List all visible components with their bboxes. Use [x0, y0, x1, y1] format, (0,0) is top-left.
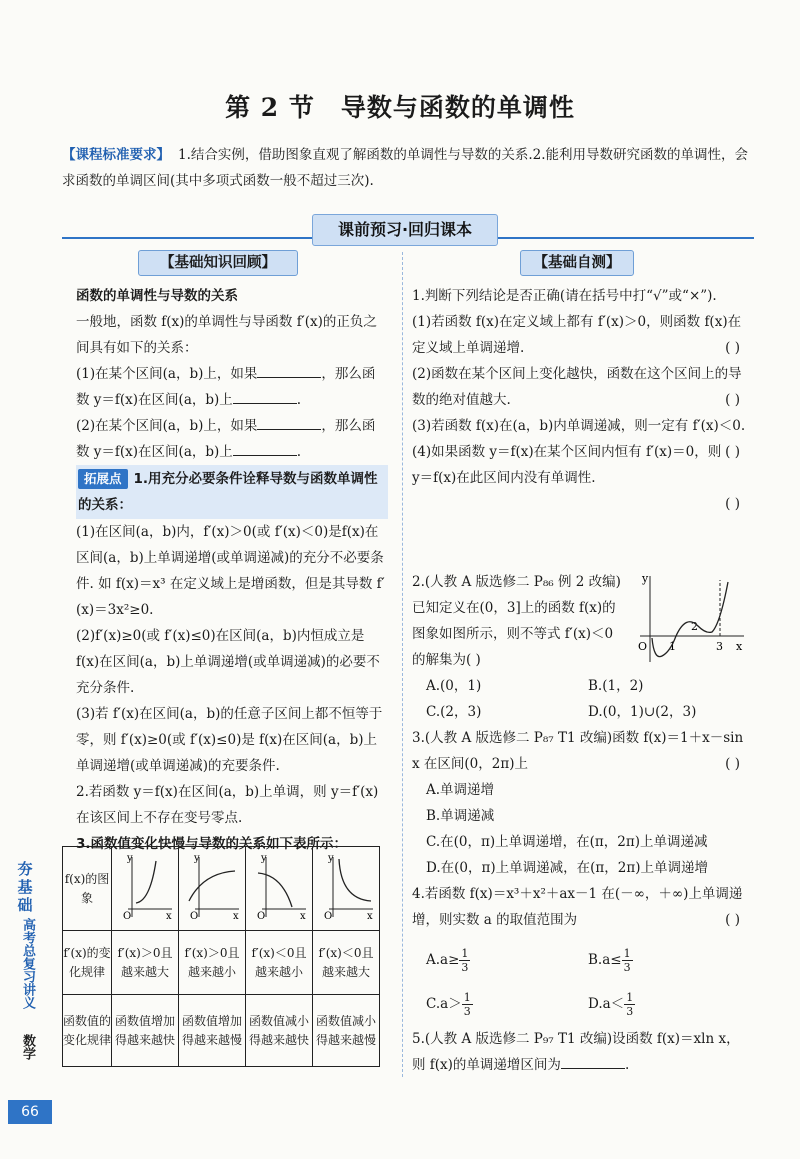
rule-2: (2)在某个区间(a，b)上，如果 ，那么函数 y＝f(x)在区间(a，b)上 .	[76, 413, 388, 465]
svg-text:O: O	[257, 910, 266, 921]
right-column-top	[412, 283, 750, 517]
svg-text:y: y	[261, 852, 267, 864]
question-3	[412, 725, 750, 881]
graph-cell	[313, 847, 380, 931]
extension-item-1: (1)在区间(a，b)内，f′(x)＞0(或 f′(x)＜0)是f(x)在区间(a，b)上单调递增(或单调递减)的充分不必要条件. 如 f(x)＝x³ 在定义域上是增函数，但是其导数 f′(x)＝3x²≥0.	[76, 524, 385, 618]
blank	[257, 363, 321, 378]
svg-text:O: O	[324, 910, 333, 921]
graph-cell	[246, 847, 313, 931]
graph-convex-up-icon	[114, 851, 176, 921]
blank	[233, 389, 297, 404]
option-d: D.a＜ $\frac{1}{3}$	[588, 991, 634, 1018]
extension-item-3: (3)若 f′(x)在区间(a，b)的任意子区间上都不恒等于零，则 f′(x)≥0(或 f′(x)≤0)是 f(x)在区间(a，b)上单调递增(或单调递减)的充要条件.	[76, 706, 383, 774]
standard-tag: 【课程标准要求】	[62, 147, 170, 163]
blank	[257, 415, 321, 430]
option-c: C.在(0，π)上单调递增，在(π，2π)上单调递减	[426, 834, 708, 850]
blank	[233, 441, 297, 456]
graph-concave-down-icon	[248, 851, 310, 921]
svg-text:O: O	[123, 910, 132, 921]
q2-graph	[632, 572, 748, 668]
deriv-cell: f′(x)＞0且越来越大	[112, 931, 179, 995]
page-number: 66	[8, 1100, 52, 1124]
option-d: D.在(0，π)上单调递减，在(π，2π)上单调递增	[426, 860, 708, 876]
option-a: A.a≥ $\frac{1}{3}$	[426, 947, 469, 974]
series-title: 高考总复习讲义	[20, 918, 35, 1009]
section-number: 第 2 节	[225, 93, 315, 122]
row-label-graph: f(x)的图象	[63, 847, 112, 931]
preview-banner: 课前预习·回归课本	[312, 214, 498, 246]
deriv-cell: f′(x)＜0且越来越小	[246, 931, 313, 995]
svg-text:y: y	[127, 852, 133, 864]
question-5: 5.(人教 A 版选修二 P₉₇ T1 改编)设函数 f(x)＝xln x，则 f(x)的单调递增区间为 .	[412, 1031, 740, 1073]
answer-paren: ( )	[725, 756, 740, 772]
question-1: 1.判断下列结论是否正确(请在括号中打“√”或“×”).	[412, 288, 717, 304]
answer-paren: ( )	[725, 392, 740, 408]
q1-item-4: (4)如果函数 y＝f(x)在某个区间内恒有 f′(x)＝0，则 y＝f(x)在此区间内没有单调性.	[412, 444, 722, 486]
left-heading: 函数的单调性与导数的关系	[76, 288, 238, 304]
extension-tag: 拓展点	[78, 469, 128, 489]
option-b: B.(1，2)	[588, 678, 644, 694]
svg-text:x: x	[166, 910, 172, 921]
q1-item-4-paren	[412, 491, 750, 517]
option-c: C.(2，3)	[426, 704, 482, 720]
svg-text:x: x	[367, 910, 373, 921]
q2-options	[426, 673, 750, 725]
answer-paren: ( )	[725, 444, 740, 460]
svg-text:3: 3	[716, 640, 723, 653]
row-label-derivative: f′(x)的变化规律	[63, 931, 112, 995]
option-b: B.单调递减	[426, 808, 495, 824]
q1-item-2: (2)函数在某个区间上变化越快，函数在这个区间上的导数的绝对值越大. ( )	[412, 361, 750, 413]
graph-cell	[112, 847, 179, 931]
change-cell: 函数值减小得越来越快	[246, 995, 313, 1067]
question-5-text: 5.(人教 A 版选修二 P₉₇ T1 改编)设函数 f(x)＝xln x，则 f(x)的单调递增区间为	[412, 1031, 740, 1073]
svg-text:y: y	[194, 852, 200, 864]
option-b: B.a≤ $\frac{1}{3}$	[588, 947, 631, 974]
point-3: 3.函数值变化快慢与导数的关系如下表所示：	[76, 836, 348, 852]
row-label-change: 函数值的变化规律	[63, 995, 112, 1067]
svg-text:x: x	[736, 640, 743, 653]
graph-convex-down-icon	[315, 851, 377, 921]
question-2	[412, 569, 628, 673]
page-title	[0, 88, 800, 124]
svg-text:y: y	[328, 852, 334, 864]
svg-text:1: 1	[669, 640, 676, 653]
option-c: C.a＞ $\frac{1}{3}$	[426, 991, 471, 1018]
question-3-text: 3.(人教 A 版选修二 P₈₇ T1 改编)函数 f(x)＝1＋x－sin x 在区间(0，2π)上	[412, 730, 744, 772]
q1-item-3: (3)若函数 f(x)在(a，b)内单调递减，则一定有 f′(x)＜0. ( )	[412, 413, 750, 439]
answer-paren: ( )	[725, 340, 740, 356]
graph-concave-up-icon	[181, 851, 243, 921]
course-standard	[62, 142, 752, 194]
svg-text:x: x	[300, 910, 306, 921]
extension-title: 拓展点 1.用充分必要条件诠释导数与函数单调性的关系：	[76, 465, 388, 519]
change-cell: 函数值增加得越来越快	[112, 995, 179, 1067]
left-column	[76, 283, 388, 857]
deriv-cell: f′(x)＜0且越来越大	[313, 931, 380, 995]
answer-paren: ( )	[725, 496, 740, 512]
svg-text:2: 2	[691, 620, 698, 633]
graph-cell	[179, 847, 246, 931]
svg-text:O: O	[190, 910, 199, 921]
extension-item-2: (2)f′(x)≥0(或 f′(x)≤0)在区间(a，b)内恒成立是 f(x)在区间(a，b)上单调递增(或单调递减)的必要不充分条件.	[76, 628, 380, 696]
change-cell: 函数值减小得越来越慢	[313, 995, 380, 1067]
svg-text:x: x	[233, 910, 239, 921]
option-a: A.(0，1)	[426, 678, 482, 694]
option-a: A.单调递增	[426, 782, 495, 798]
svg-text:y: y	[642, 572, 649, 585]
standard-text: 1.结合实例，借助图象直观了解函数的单调性与导数的关系.2.能利用导数研究函数的单调性，会求函数的单调区间(其中多项式函数一般不超过三次).	[62, 147, 749, 189]
rule-1: (1)在某个区间(a，b)上，如果 ，那么函数 y＝f(x)在区间(a，b)上 .	[76, 361, 388, 413]
q1-item-1: (1)若函数 f(x)在定义域上都有 f′(x)＞0，则函数 f(x)在定义域上单调递增. ( )	[412, 309, 750, 361]
point-2: 2.若函数 y＝f(x)在区间(a，b)上单调，则 y＝f′(x)在该区间上不存在变号零点.	[76, 784, 379, 826]
section-name: 导数与函数的单调性	[340, 93, 575, 122]
deriv-cell: f′(x)＞0且越来越小	[179, 931, 246, 995]
right-header: 【基础自测】	[520, 250, 634, 276]
blank	[561, 1054, 625, 1069]
function-graph-icon	[632, 572, 748, 664]
answer-paren: ( )	[725, 912, 740, 928]
left-intro: 一般地，函数 f(x)的单调性与导函数 f′(x)的正负之间具有如下的关系：	[76, 314, 377, 356]
q4-options	[426, 938, 750, 1026]
option-d: D.(0，1)∪(2，3)	[588, 704, 697, 720]
question-4-text: 4.若函数 f(x)＝x³＋x²＋ax－1 在(－∞，＋∞)上单调递增，则实数 a 的取值范围为	[412, 886, 743, 928]
column-divider	[402, 252, 403, 1077]
svg-text:O: O	[638, 640, 648, 653]
left-header: 【基础知识回顾】	[138, 250, 298, 276]
question-2-text: 2.(人教 A 版选修二 P₈₆ 例 2 改编)已知定义在(0，3]上的函数 f(x)的图象如图所示，则不等式 f′(x)＜0 的解集为( )	[412, 574, 621, 668]
change-cell: 函数值增加得越来越慢	[179, 995, 246, 1067]
subject-label: 数学	[20, 1034, 35, 1060]
side-brand-logo: 夯 基 础	[17, 860, 33, 914]
comparison-table	[62, 846, 380, 1067]
question-4	[412, 881, 750, 933]
